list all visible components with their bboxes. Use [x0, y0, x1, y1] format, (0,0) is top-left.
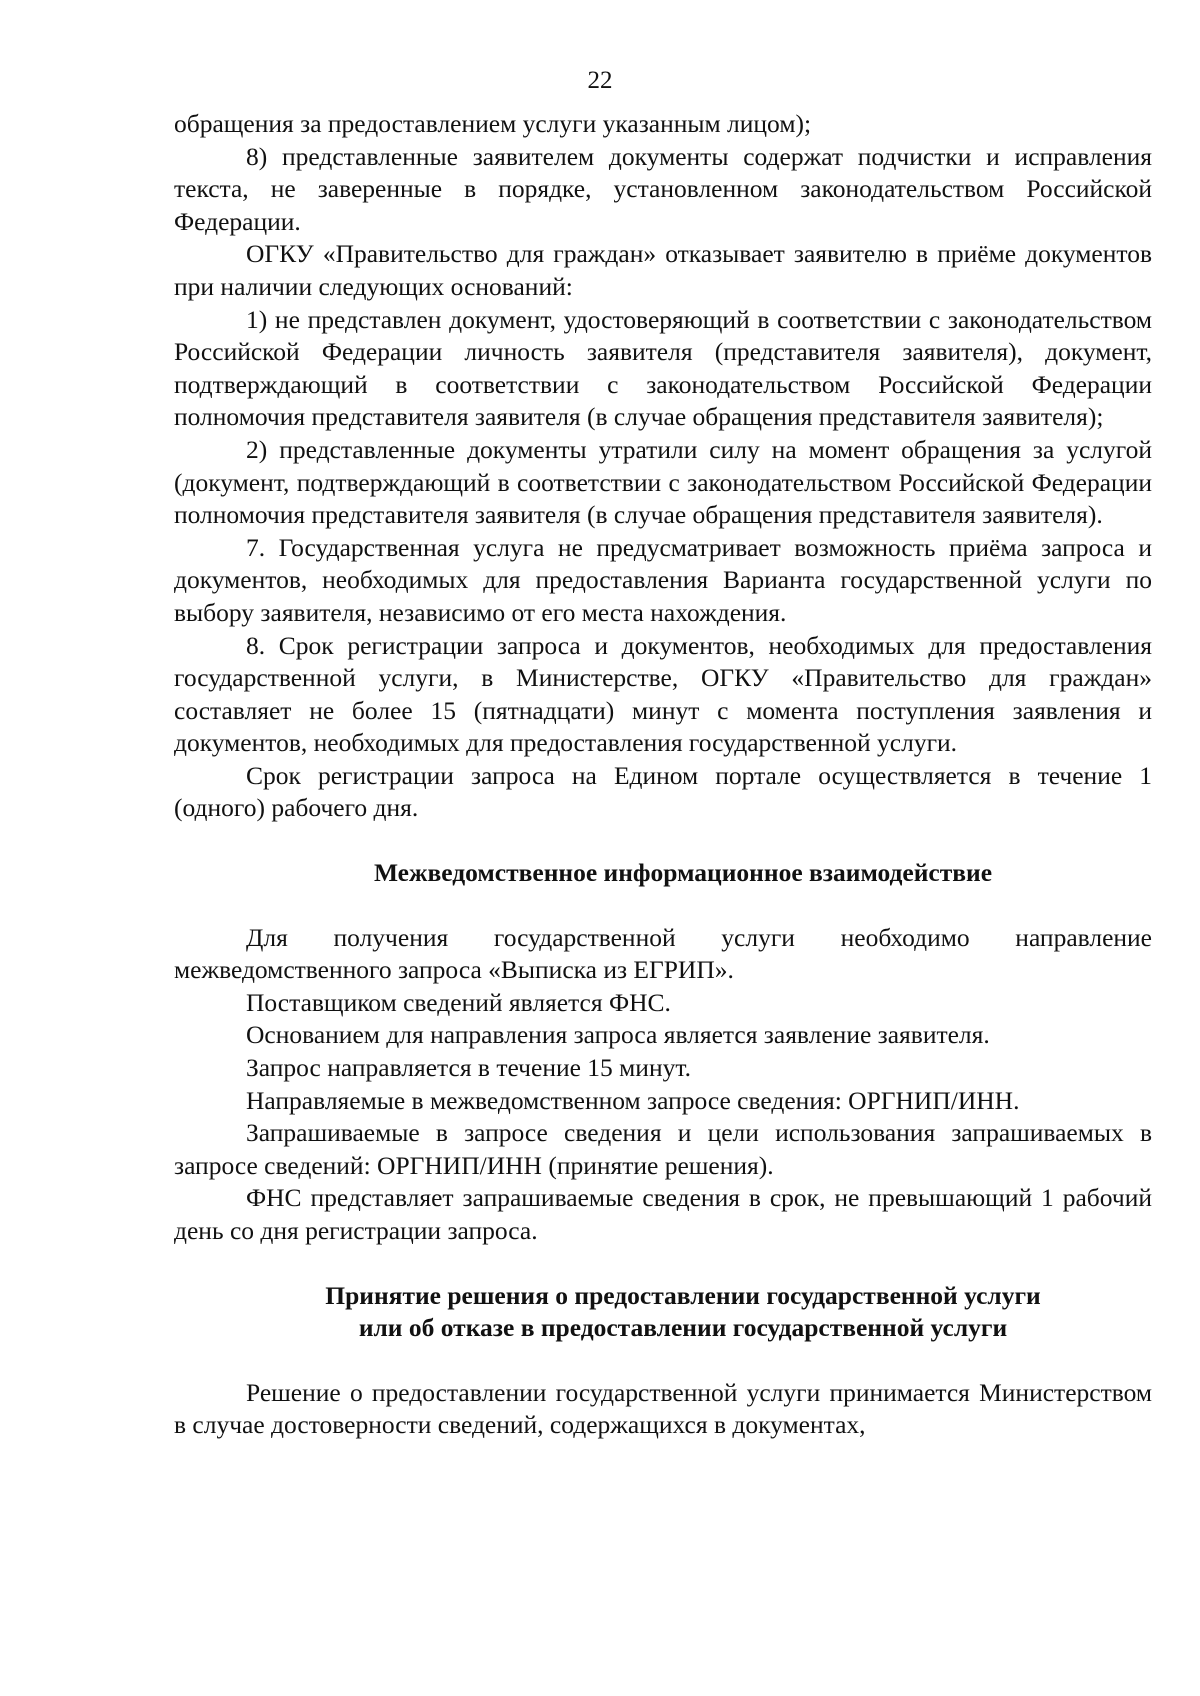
spacer [174, 890, 1152, 922]
paragraph-data-provider: Поставщиком сведений является ФНС. [246, 987, 671, 1017]
spacer [174, 1248, 1152, 1280]
paragraph-section-7: 7. Государственная услуга не предусматривает возможность приёма запроса и документов, необходимых для предоставления Варианта государственной услуги по выбору заявителя, независимо от его места нахождения. [174, 532, 1152, 627]
paragraph-sent-data: Направляемые в межведомственном запросе сведения: ОРГНИП/ИНН. [246, 1085, 1020, 1115]
spacer [174, 825, 1152, 857]
paragraph-decision: Решение о предоставлении государственной услуги принимается Министерством в случае достоверности сведений, содержащихся в документах, [174, 1377, 1152, 1440]
paragraph-refusal-ground-2: 2) представленные документы утратили силу на момент обращения за услугой (документ, подтверждающий в соответствии с законодательством Российской Федерации полномочия представителя заявителя (в случае обращения представителя заявителя). [174, 434, 1152, 530]
paragraph-item-8-defects: 8) представленные заявителем документы содержат подчистки и исправления текста, не заверенные в порядке, установленном законодательством Российской Федерации. [174, 141, 1152, 236]
page-number: 22 [587, 67, 613, 94]
paragraph-request-timing: Запрос направляется в течение 15 минут. [246, 1053, 691, 1083]
paragraph-refusal-grounds-intro: ОГКУ «Правительство для граждан» отказывает заявителю в приёме документов при наличии следующих оснований: [174, 239, 1152, 301]
heading-interagency-interaction: Межведомственное информационное взаимодействие [373, 858, 993, 888]
heading-decision [174, 1280, 1152, 1345]
heading-decision-line-1: Принятие решения о предоставлении государственной услуги [325, 1280, 1041, 1310]
paragraph-section-8: 8. Срок регистрации запроса и документов, необходимых для предоставления государственной услуги, в Министерстве, ОГКУ «Правительство для граждан» составляет не более 15 (пятнадцати) минут с момента поступления заявления и документов, необходимых для предоставления государственной услуги. [174, 630, 1152, 758]
paragraph-portal-registration: Срок регистрации запроса на Едином портале осуществляется в течение 1 (одного) рабочего дня. [174, 760, 1152, 823]
paragraph-requested-data: Запрашиваемые в запросе сведения и цели использования запрашиваемых в запросе сведений: ОРГНИП/ИНН (принятие решения). [174, 1118, 1152, 1180]
paragraph-refusal-ground-1: 1) не представлен документ, удостоверяющий в соответствии с законодательством Российской Федерации личность заявителя (представителя заявителя), документ, подтверждающий в соответствии с законодательством Российской Федерации полномочия представителя заявителя (в случае обращения представителя заявителя); [174, 304, 1152, 432]
heading-decision-line-2: или об отказе в предоставлении государственной услуги [358, 1313, 1008, 1343]
paragraph-continuation: обращения за предоставлением услуги указанным лицом); [174, 109, 812, 138]
spacer [174, 1345, 1152, 1377]
paragraph-interagency-request: Для получения государственной услуги необходимо направление межведомственного запроса «Выписка из ЕГРИП». [174, 922, 1152, 985]
paragraph-request-basis: Основанием для направления запроса является заявление заявителя. [246, 1020, 990, 1050]
document-body [174, 108, 1152, 1442]
paragraph-fns-response: ФНС представляет запрашиваемые сведения в срок, не превышающий 1 рабочий день со дня регистрации запроса. [174, 1183, 1152, 1245]
